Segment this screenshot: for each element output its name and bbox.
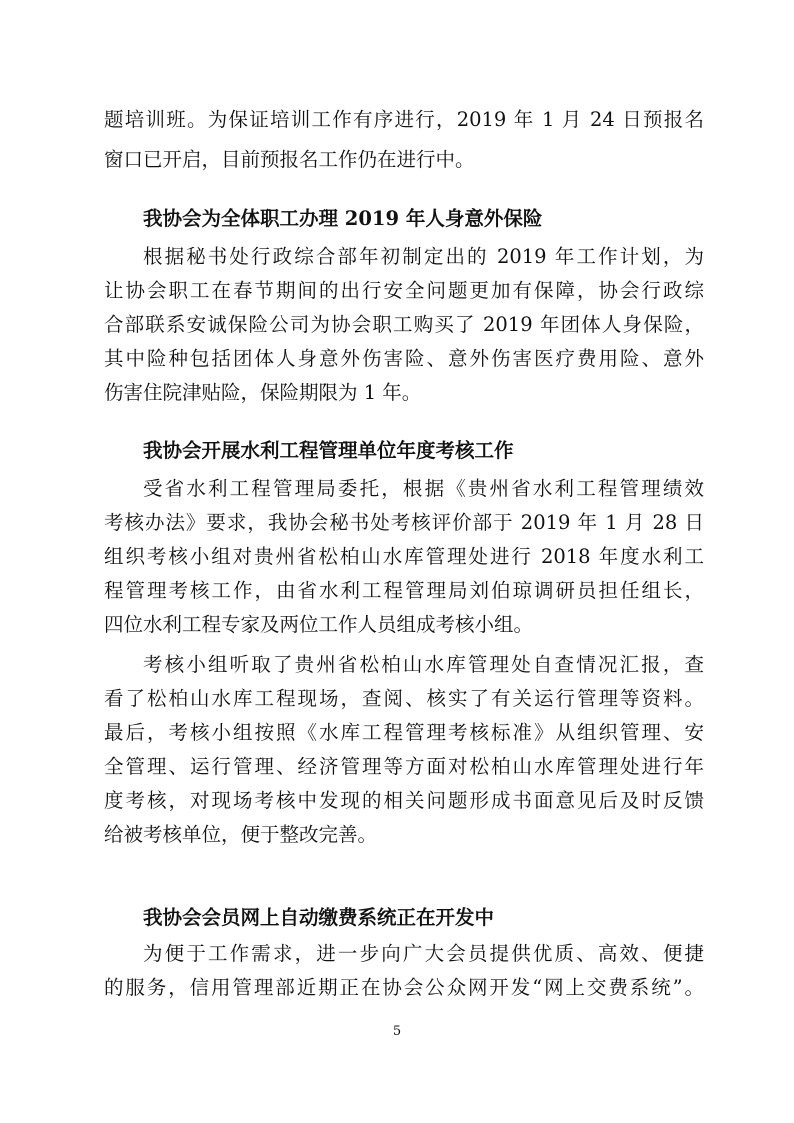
paragraph-line: 伤害住院津贴险，保险期限为 1 年。 — [104, 381, 422, 404]
paragraph-line: 其中险种包括团体人身意外伤害险、意外伤害医疗费用险、意外 — [104, 347, 704, 370]
paragraph-line: 让协会职工在春节期间的出行安全问题更加有保障，协会行政综 — [104, 279, 704, 302]
paragraph-line: 看了松柏山水库工程现场，查阅、核实了有关运行管理等资料。 — [104, 687, 704, 710]
paragraph-line: 程管理考核工作，由省水利工程管理局刘伯琼调研员担任组长， — [104, 579, 704, 602]
paragraph-line: 度考核，对现场考核中发现的相关问题形成书面意见后及时反馈 — [104, 789, 704, 812]
paragraph-line: 为便于工作需求，进一步向广大会员提供优质、高效、便捷 — [143, 942, 704, 965]
paragraph-line: 合部联系安诚保险公司为协会职工购买了 2019 年团体人身保险， — [104, 313, 704, 336]
paragraph-line: 受省水利工程管理局委托，根据《贵州省水利工程管理绩效 — [143, 477, 704, 500]
paragraph-line: 考核小组听取了贵州省松柏山水库管理处自查情况汇报，查 — [143, 653, 704, 676]
paragraph-line: 全管理、运行管理、经济管理等方面对松柏山水库管理处进行年 — [104, 755, 704, 778]
section-heading-accident-insurance: 我协会为全体职工办理 2019 年人身意外保险 — [143, 207, 543, 230]
intro-line: 窗口已开启，目前预报名工作仍在进行中。 — [104, 148, 475, 171]
paragraph-line: 考核办法》要求，我协会秘书处考核评价部于 2019 年 1 月 28 日 — [104, 511, 704, 534]
paragraph-line: 给被考核单位，便于整改完善。 — [104, 823, 378, 846]
paragraph-line: 的服务，信用管理部近期正在协会公众网开发“网上交费系统”。 — [104, 976, 704, 999]
paragraph-line: 根据秘书处行政综合部年初制定出的 2019 年工作计划，为 — [143, 245, 704, 268]
paragraph-line: 四位水利工程专家及两位工作人员组成考核小组。 — [104, 613, 534, 636]
intro-line: 题培训班。为保证培训工作有序进行，2019 年 1 月 24 日预报名 — [104, 108, 704, 131]
section-heading-online-payment: 我协会会员网上自动缴费系统正在开发中 — [143, 906, 495, 929]
page-number: 5 — [392, 1024, 402, 1039]
section-heading-annual-assessment: 我协会开展水利工程管理单位年度考核工作 — [143, 439, 514, 462]
paragraph-line: 组织考核小组对贵州省松柏山水库管理处进行 2018 年度水利工 — [104, 545, 704, 568]
paragraph-line: 最后，考核小组按照《水库工程管理考核标准》从组织管理、安 — [104, 721, 704, 744]
